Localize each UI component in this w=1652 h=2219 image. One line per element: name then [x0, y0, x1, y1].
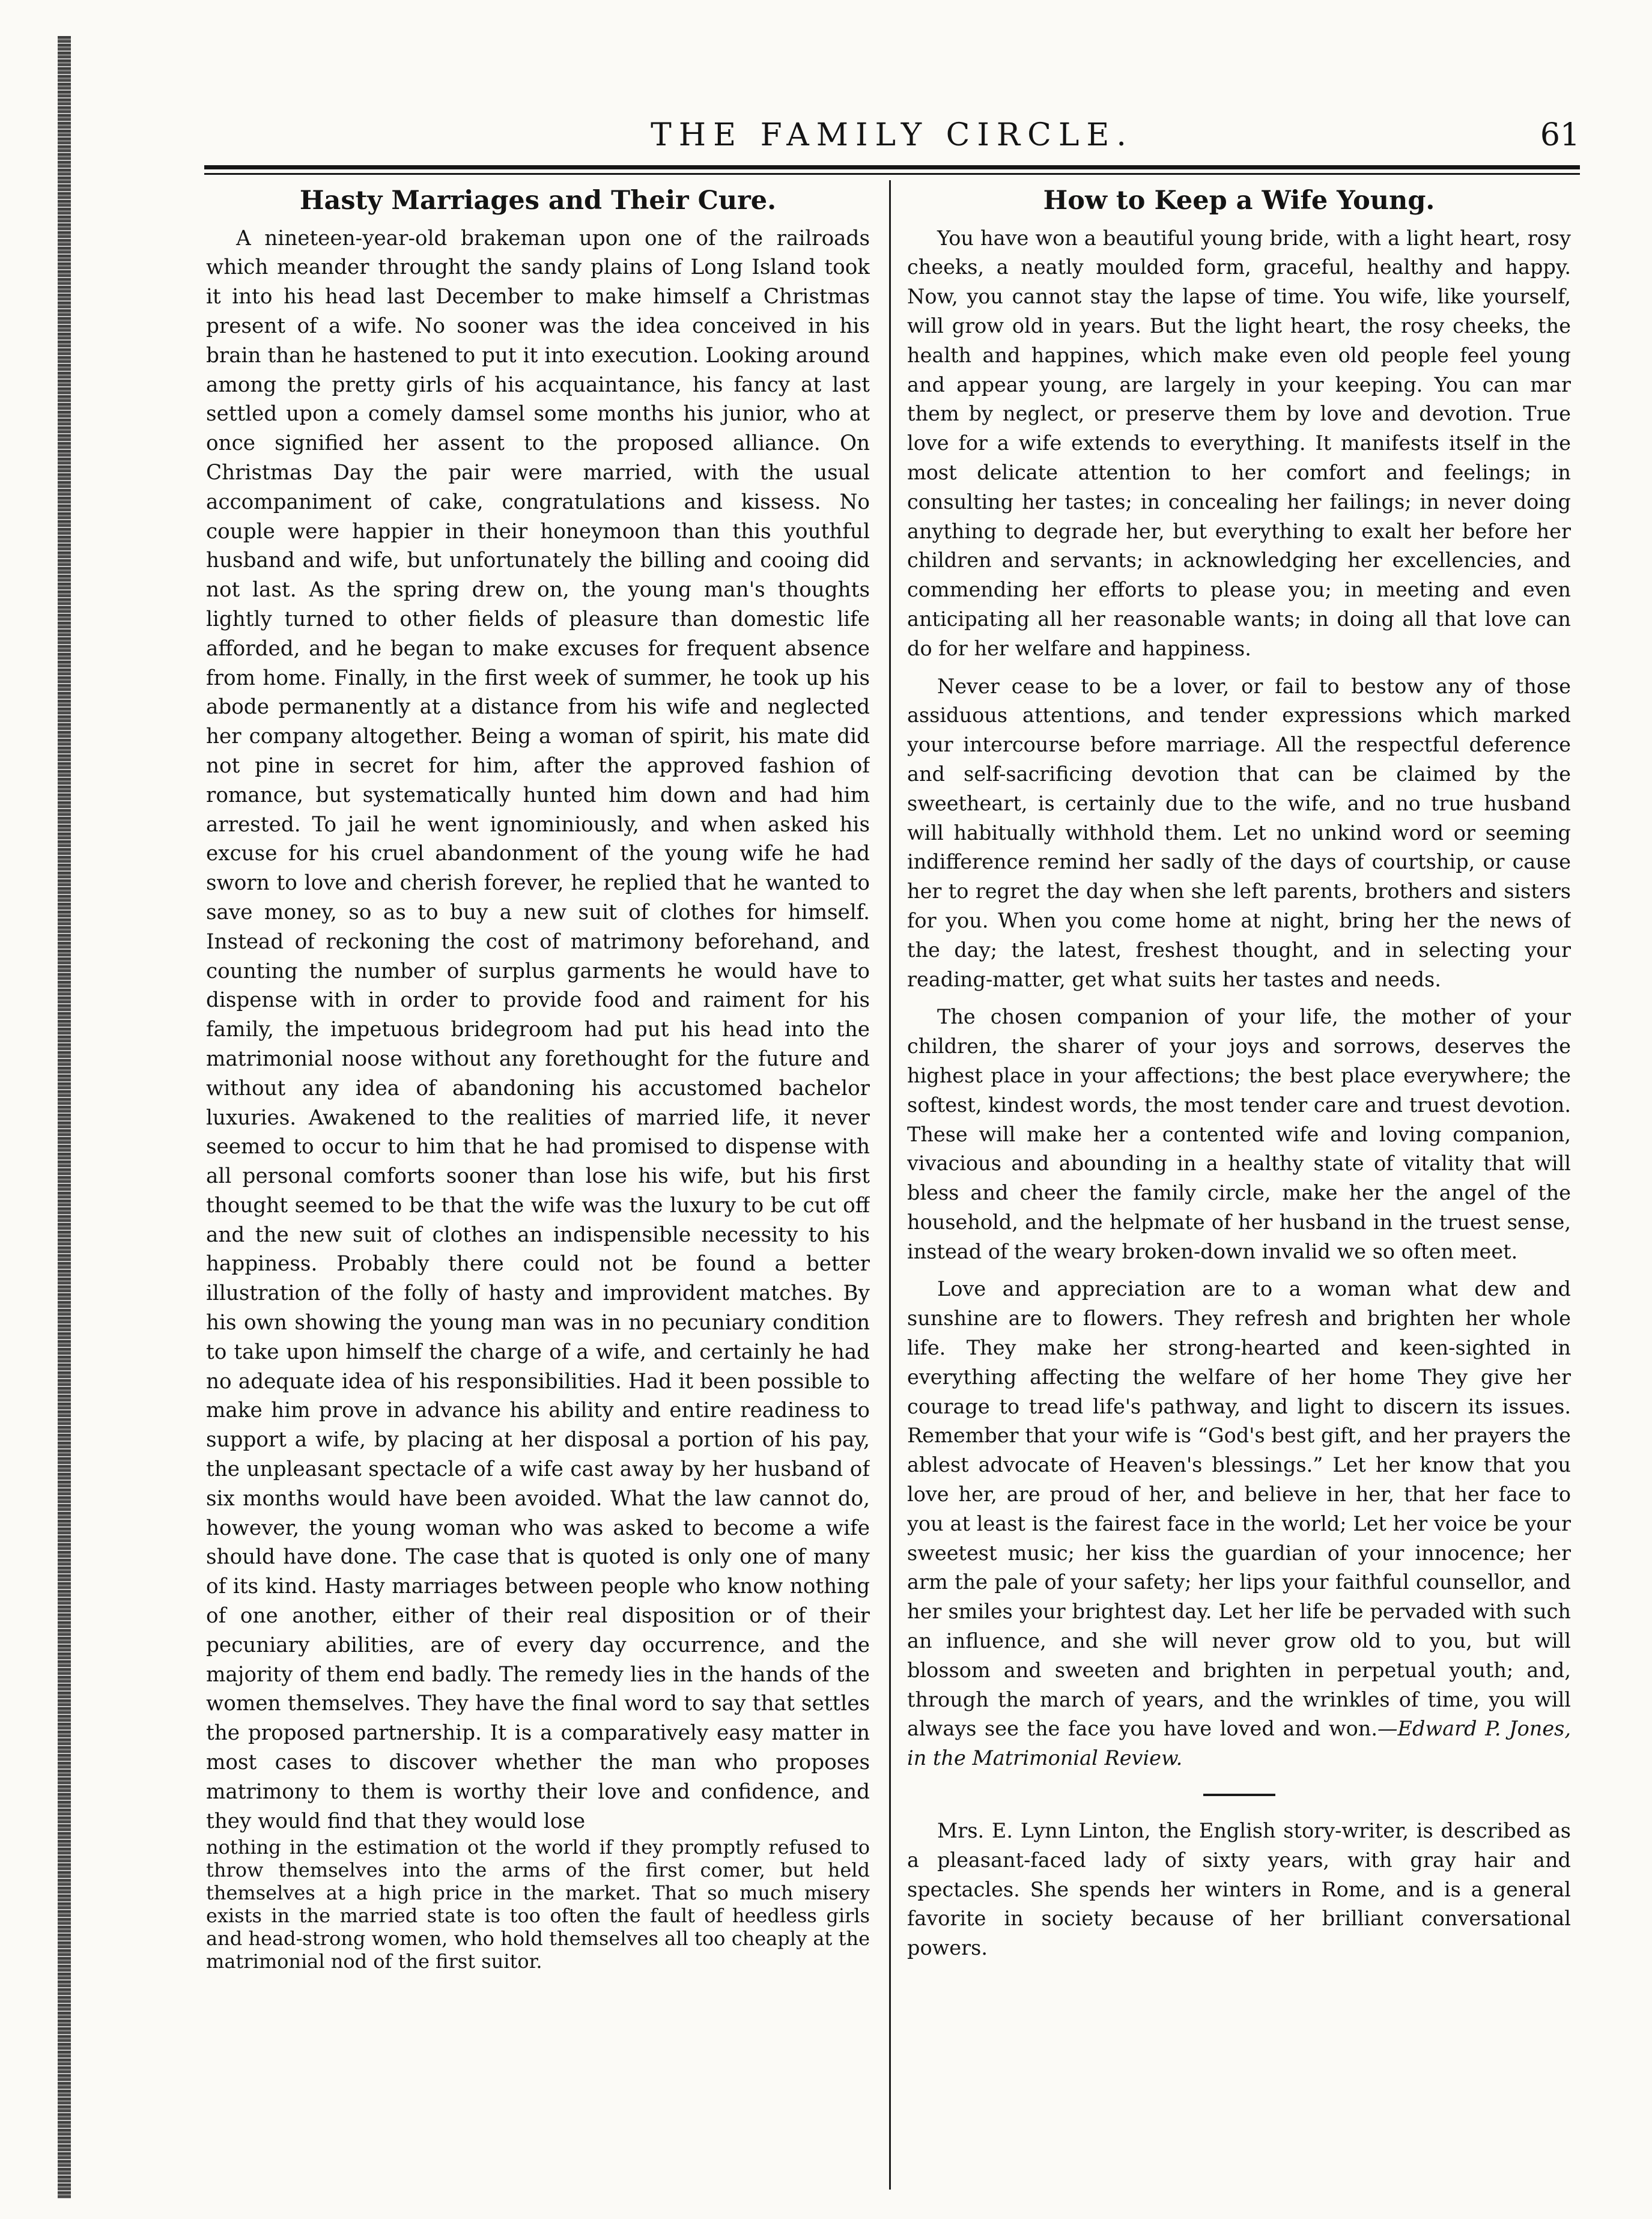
paragraph-with-attribution [907, 1275, 1571, 1773]
page-header [204, 117, 1580, 159]
article-body-hasty-marriages: A nineteen-year-old brakeman upon one of the railroads which meander throught the sandy plains of Long Island took it into his head last December to make himself a Christmas present of a wife. No sooner was the idea conceived in his brain than he hastened to put it into execution. Looking around among the pretty girls of his acquaintance, his fancy at last settled upon a comely damsel some months his junior, who at once signified her assent to the proposed alliance. On Christmas Day the pair were married, with the usual accompaniment of cake, congratulations and kissess. No couple were happier in their honeymoon than this youthful husband and wife, but unfortunately the billing and cooing did not last. As the spring drew on, the young man's thoughts lightly turned to other fields of pleasure than domestic life afforded, and he began to make excuses for frequent absence from home. Finally, in the first week of summer, he took up his abode permanently at a distance from his wife and neglected her company altogether. Being a woman of spirit, his mate did not pine in secret for him, after the approved fashion of romance, but systematically hunted him down and had him arrested. To jail he went ignominiously, and when asked his excuse for his cruel abandonment of the young wife he had sworn to love and cherish forever, he replied that he wanted to save money, so as to buy a new suit of clothes for himself. Instead of reckoning the cost of matrimony beforehand, and counting the number of surplus garments he would have to dispense with in order to provide food and raiment for his family, the impetuous bridegroom had put his head into the matrimonial noose without any forethought for the future and without any idea of abandoning his accustomed bachelor luxuries. Awakened to the realities of married life, it never seemed to occur to him that he had promised to dispense with all personal comforts sooner than lose his wife, but his first thought seemed to be that the wife was the luxury to be cut off and the new suit of clothes an indispensible necessity to his happiness. Probably there could not be found a better illustration of the folly of hasty and improvident matches. By his own showing the young man was in no pecuniary condition to take upon himself the charge of a wife, and certainly he had no adequate idea of his responsibilities. Had it been possible to make him prove in advance his ability and entire readiness to support a wife, by placing at her disposal a portion of his pay, the unpleasant spectacle of a wife cast away by her husband of six months would have been avoided. What the law cannot do, however, the young woman who was asked to become a wife should have done. The case that is quoted is only one of many of its kind. Hasty marriages between people who know nothing of one another, either of their real disposition or of their pecuniary abilities, are of every day occurrence, and the majority of them end badly. The remedy lies in the hands of the women themselves. They have the final word to say that settles the proposed partnership. It is a comparatively easy matter in most cases to discover whether the man who proposes matrimony to them is worthy their love and confidence, and they would find that they would lose [206, 226, 870, 1833]
page-number: 61 [1540, 117, 1580, 153]
header-rule-thick [204, 165, 1580, 169]
article-title-keep-wife-young: How to Keep a Wife Young. [1043, 186, 1435, 216]
article-attribution: —Edward P. Jones, in the Matrimonial Review. [907, 1717, 1571, 1770]
article-title-hasty-marriages: Hasty Marriages and Their Cure. [299, 186, 777, 216]
column-divider [889, 180, 891, 2190]
header-rule-thin [204, 173, 1580, 175]
left-column [206, 183, 870, 2202]
article-body-hasty-marriages-tail: nothing in the estimation ot the world if they promptly refused to throw themselves into the arms of the first comer, but held themselves at a high price in the market. That so much misery exists in the married state is too often the fault of heedless girls and head-strong women, who hold themselves all too cheaply at the matrimonial nod of the first suitor. [206, 1836, 870, 1973]
right-column [907, 183, 1571, 2202]
paragraph-text: Love and appreciation are to a woman what dew and sunshine are to flowers. They refresh and brighten her whole life. They make her strong-hearted and keen-sighted in everything affecting the welfare of her home They give her courage to tread life's pathway, and light to discern its issues. Remember that your wife is “God's best gift, and her prayers the ablest advocate of Heaven's blessings.” Let her know that you love her, are proud of her, and believe in her, that her face to you at least is the fairest face in the world; Let her voice be your sweetest music; her kiss the guardian of your innocence; her arm the pale of your safety; her lips your faithful counsellor, and her smiles your brightest day. Let her life be pervaded with such an influence, and she will never grow old to you, but will blossom and sweeten and brighten in perpetual youth; and, through the march of years, and the wrinkles of time, you will always see the face you have loved and won. [907, 1277, 1571, 1741]
section-separator [1203, 1794, 1275, 1796]
paragraph: Never cease to be a lover, or fail to bestow any of those assiduous attentions, and tender expressions which marked your intercourse before marriage. All the respectful deference and self-sacrificing devotion that can be claimed by the sweetheart, is certainly due to the wife, and no true husband will habitually withhold them. Let no unkind word or seeming indifference remind her sadly of the days of courtship, or cause her to regret the day when she left parents, brothers and sisters for you. When you come home at night, bring her the news of the day; the latest, freshest thought, and in selecting your reading-matter, get what suits her tastes and needs. [907, 674, 1571, 991]
note-linton: Mrs. E. Lynn Linton, the English story-writer, is described as a pleasant-faced lady of sixty years, with gray hair and spectacles. She spends her winters in Rome, and is a general favorite in society because of her brilliant conversational powers. [907, 1819, 1571, 1960]
paragraph: The chosen companion of your life, the mother of your children, the sharer of your joys and sorrows, deserves the highest place in your affections; the best place everywhere; the softest, kindest words, the most tender care and truest devotion. These will make her a contented wife and loving companion, vivacious and abounding in a healthy state of vitality that will bless and cheer the family circle, make her the angel of the household, and the helpmate of her husband in the truest sense, instead of the weary broken-down invalid we so often meet. [907, 1005, 1571, 1263]
paragraph: You have won a beautiful young bride, with a light heart, rosy cheeks, a neatly moulded form, graceful, healthy and happy. Now, you cannot stay the lapse of time. You wife, like yourself, will grow old in years. But the light heart, the rosy cheeks, the health and happines, which make even old people feel young and appear young, are largely in your keeping. You can mar them by neglect, or preserve them by love and devotion. True love for a wife extends to everything. It manifests itself in the most delicate attention to her comfort and feelings; in consulting her tastes; in concealing her failings; in never doing anything to degrade her, but everything to exalt her before her children and servants; in acknowledging her excellencies, and commending her efforts to please you; in meeting and even anticipating all her reasonable wants; in doing all that love can do for her welfare and happiness. [907, 226, 1571, 660]
page-binding-edge [58, 36, 71, 2199]
running-title: THE FAMILY CIRCLE. [651, 117, 1134, 153]
